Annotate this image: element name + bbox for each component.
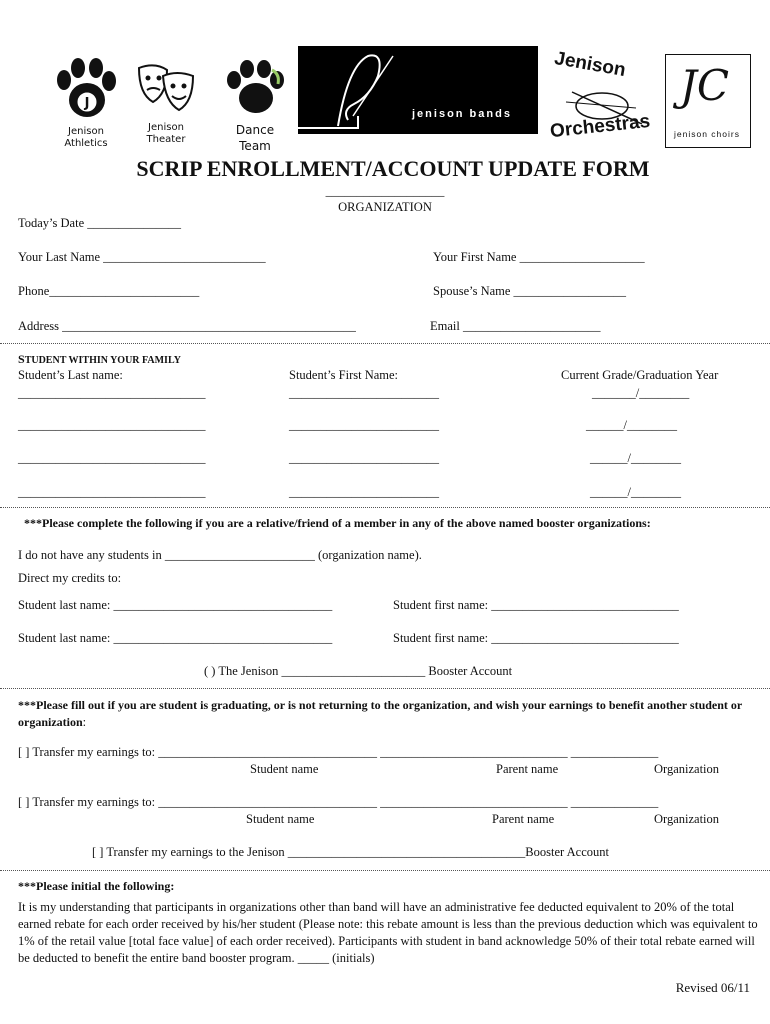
initial-paragraph: It is my understanding that participants in organizations other than band will have an administrative fee deducted equivalent to 20% of the total earned rebate for each order received by his/her student (Please note: this rebate amount is less than the previous deduction which was equivalent to 1% of the retail value [total face value] of each order received). Participants with student in band acknowledge 50% of their total rebate earned will be deducted to benefit the entire band booster program. _____ (initials) (18, 900, 758, 965)
student-row-last-1[interactable]: ______________________________ (18, 386, 206, 400)
email-field[interactable]: Email ______________________ (430, 319, 601, 333)
direct-credits-label: Direct my credits to: (18, 571, 122, 585)
theater-masks-icon (133, 60, 199, 116)
divider (0, 688, 770, 689)
last-name-field[interactable]: Your Last Name __________________________ (18, 250, 266, 264)
no-students-field[interactable]: I do not have any students in ________________________ (organization name). (18, 548, 422, 562)
relative-first-name-2[interactable]: Student first name: ______________________________ (393, 631, 679, 645)
student-row-first-1[interactable]: ________________________ (289, 386, 439, 400)
organization-blank[interactable]: ___________________ (325, 184, 445, 198)
transfer-student-label-2: Student name (246, 812, 315, 826)
athletics-logo (52, 58, 120, 150)
orchestras-label-1: Jenison (552, 47, 628, 82)
divider (0, 507, 770, 508)
spouse-name-field[interactable]: Spouse’s Name __________________ (433, 284, 627, 298)
student-row-last-4[interactable]: ______________________________ (18, 485, 206, 499)
relative-last-name-2[interactable]: Student last name: ___________________________________ (18, 631, 333, 645)
orchestras-logo (546, 48, 652, 148)
student-row-first-4[interactable]: ________________________ (289, 485, 439, 499)
treble-clef-icon (298, 46, 538, 134)
student-row-last-2[interactable]: ______________________________ (18, 418, 206, 432)
phone-field[interactable]: Phone________________________ (18, 284, 200, 298)
bands-logo (298, 46, 538, 134)
divider (0, 343, 770, 344)
dance-label-1: Dance (235, 123, 275, 137)
transfer-org-label-2: Organization (654, 812, 720, 826)
jenison-transfer-field[interactable]: [ ] Transfer my earnings to the Jenison ______________________________________Booster Account (92, 845, 609, 859)
todays-date-field[interactable]: Today’s Date _______________ (18, 216, 181, 230)
paw-print-icon (52, 58, 120, 120)
student-row-first-3[interactable]: ________________________ (289, 451, 439, 465)
theater-logo (133, 60, 199, 150)
graduating-heading-colon: : (82, 715, 87, 729)
students-heading (18, 352, 181, 367)
theater-label-2: Theater (146, 134, 186, 145)
address-field[interactable]: Address _______________________________________________ (18, 319, 356, 333)
paw-letter: J (84, 96, 90, 111)
relative-heading: ***Please complete the following if you are a relative/friend of a member in any of the above named booster organizations: (24, 516, 651, 530)
student-row-grade-4[interactable]: ______/________ (590, 485, 681, 499)
jenison-booster-account-field[interactable]: ( ) The Jenison _______________________ Booster Account (204, 664, 513, 678)
bands-logo-text: jenison bands (412, 108, 512, 120)
student-row-last-3[interactable]: ______________________________ (18, 451, 206, 465)
dance-logo (222, 60, 288, 152)
student-row-first-2[interactable]: ________________________ (289, 418, 439, 432)
organization-label: ORGANIZATION (338, 200, 432, 214)
col-student-first: Student’s First Name: (289, 368, 399, 382)
first-name-field[interactable]: Your First Name ____________________ (433, 250, 645, 264)
students-heading-rest: TUDENT WITHIN YOUR FAMILY (24, 355, 181, 366)
relative-first-name-1[interactable]: Student first name: ______________________________ (393, 598, 679, 612)
col-student-last: Student’s Last name: (18, 368, 123, 382)
student-row-grade-1[interactable]: _______/________ (592, 386, 690, 400)
transfer-parent-label-2: Parent name (492, 812, 555, 826)
relative-last-name-1[interactable]: Student last name: ___________________________________ (18, 598, 333, 612)
transfer-parent-label-1: Parent name (496, 762, 559, 776)
transfer-org-label-1: Organization (654, 762, 720, 776)
paw-print-icon (222, 60, 288, 114)
transfer-line-2[interactable]: [ ] Transfer my earnings to: ___________________________________ ______________________________ ______________ (18, 795, 659, 809)
choirs-logo-text: jenison choirs (674, 129, 740, 139)
theater-label-1: Jenison (148, 122, 184, 133)
athletics-label-1: Jenison (68, 126, 104, 137)
athletics-label-2: Athletics (64, 138, 108, 149)
graduating-heading (18, 697, 758, 731)
transfer-student-label-1: Student name (250, 762, 319, 776)
students-heading-initial: S (18, 352, 25, 366)
choirs-monogram: JC (680, 61, 729, 110)
divider (0, 870, 770, 871)
transfer-line-1[interactable]: [ ] Transfer my earnings to: ___________________________________ ______________________________ ______________ (18, 745, 659, 759)
initial-heading: ***Please initial the following: (18, 879, 175, 893)
col-grade: Current Grade/Graduation Year (561, 368, 719, 382)
student-row-grade-2[interactable]: ______/________ (586, 418, 677, 432)
revised-date: Revised 06/11 (675, 980, 750, 995)
page-title: SCRIP ENROLLMENT/ACCOUNT UPDATE FORM (136, 156, 650, 181)
graduating-heading-text: ***Please fill out if you are student is graduating, or is not returning to the organization, and wish your earnings to benefit another student or organization (18, 698, 743, 729)
orchestras-label-2: Orchestras (549, 110, 652, 143)
student-row-grade-3[interactable]: ______/________ (590, 451, 681, 465)
choirs-logo (665, 54, 751, 148)
dance-label-2: Team (239, 139, 271, 153)
